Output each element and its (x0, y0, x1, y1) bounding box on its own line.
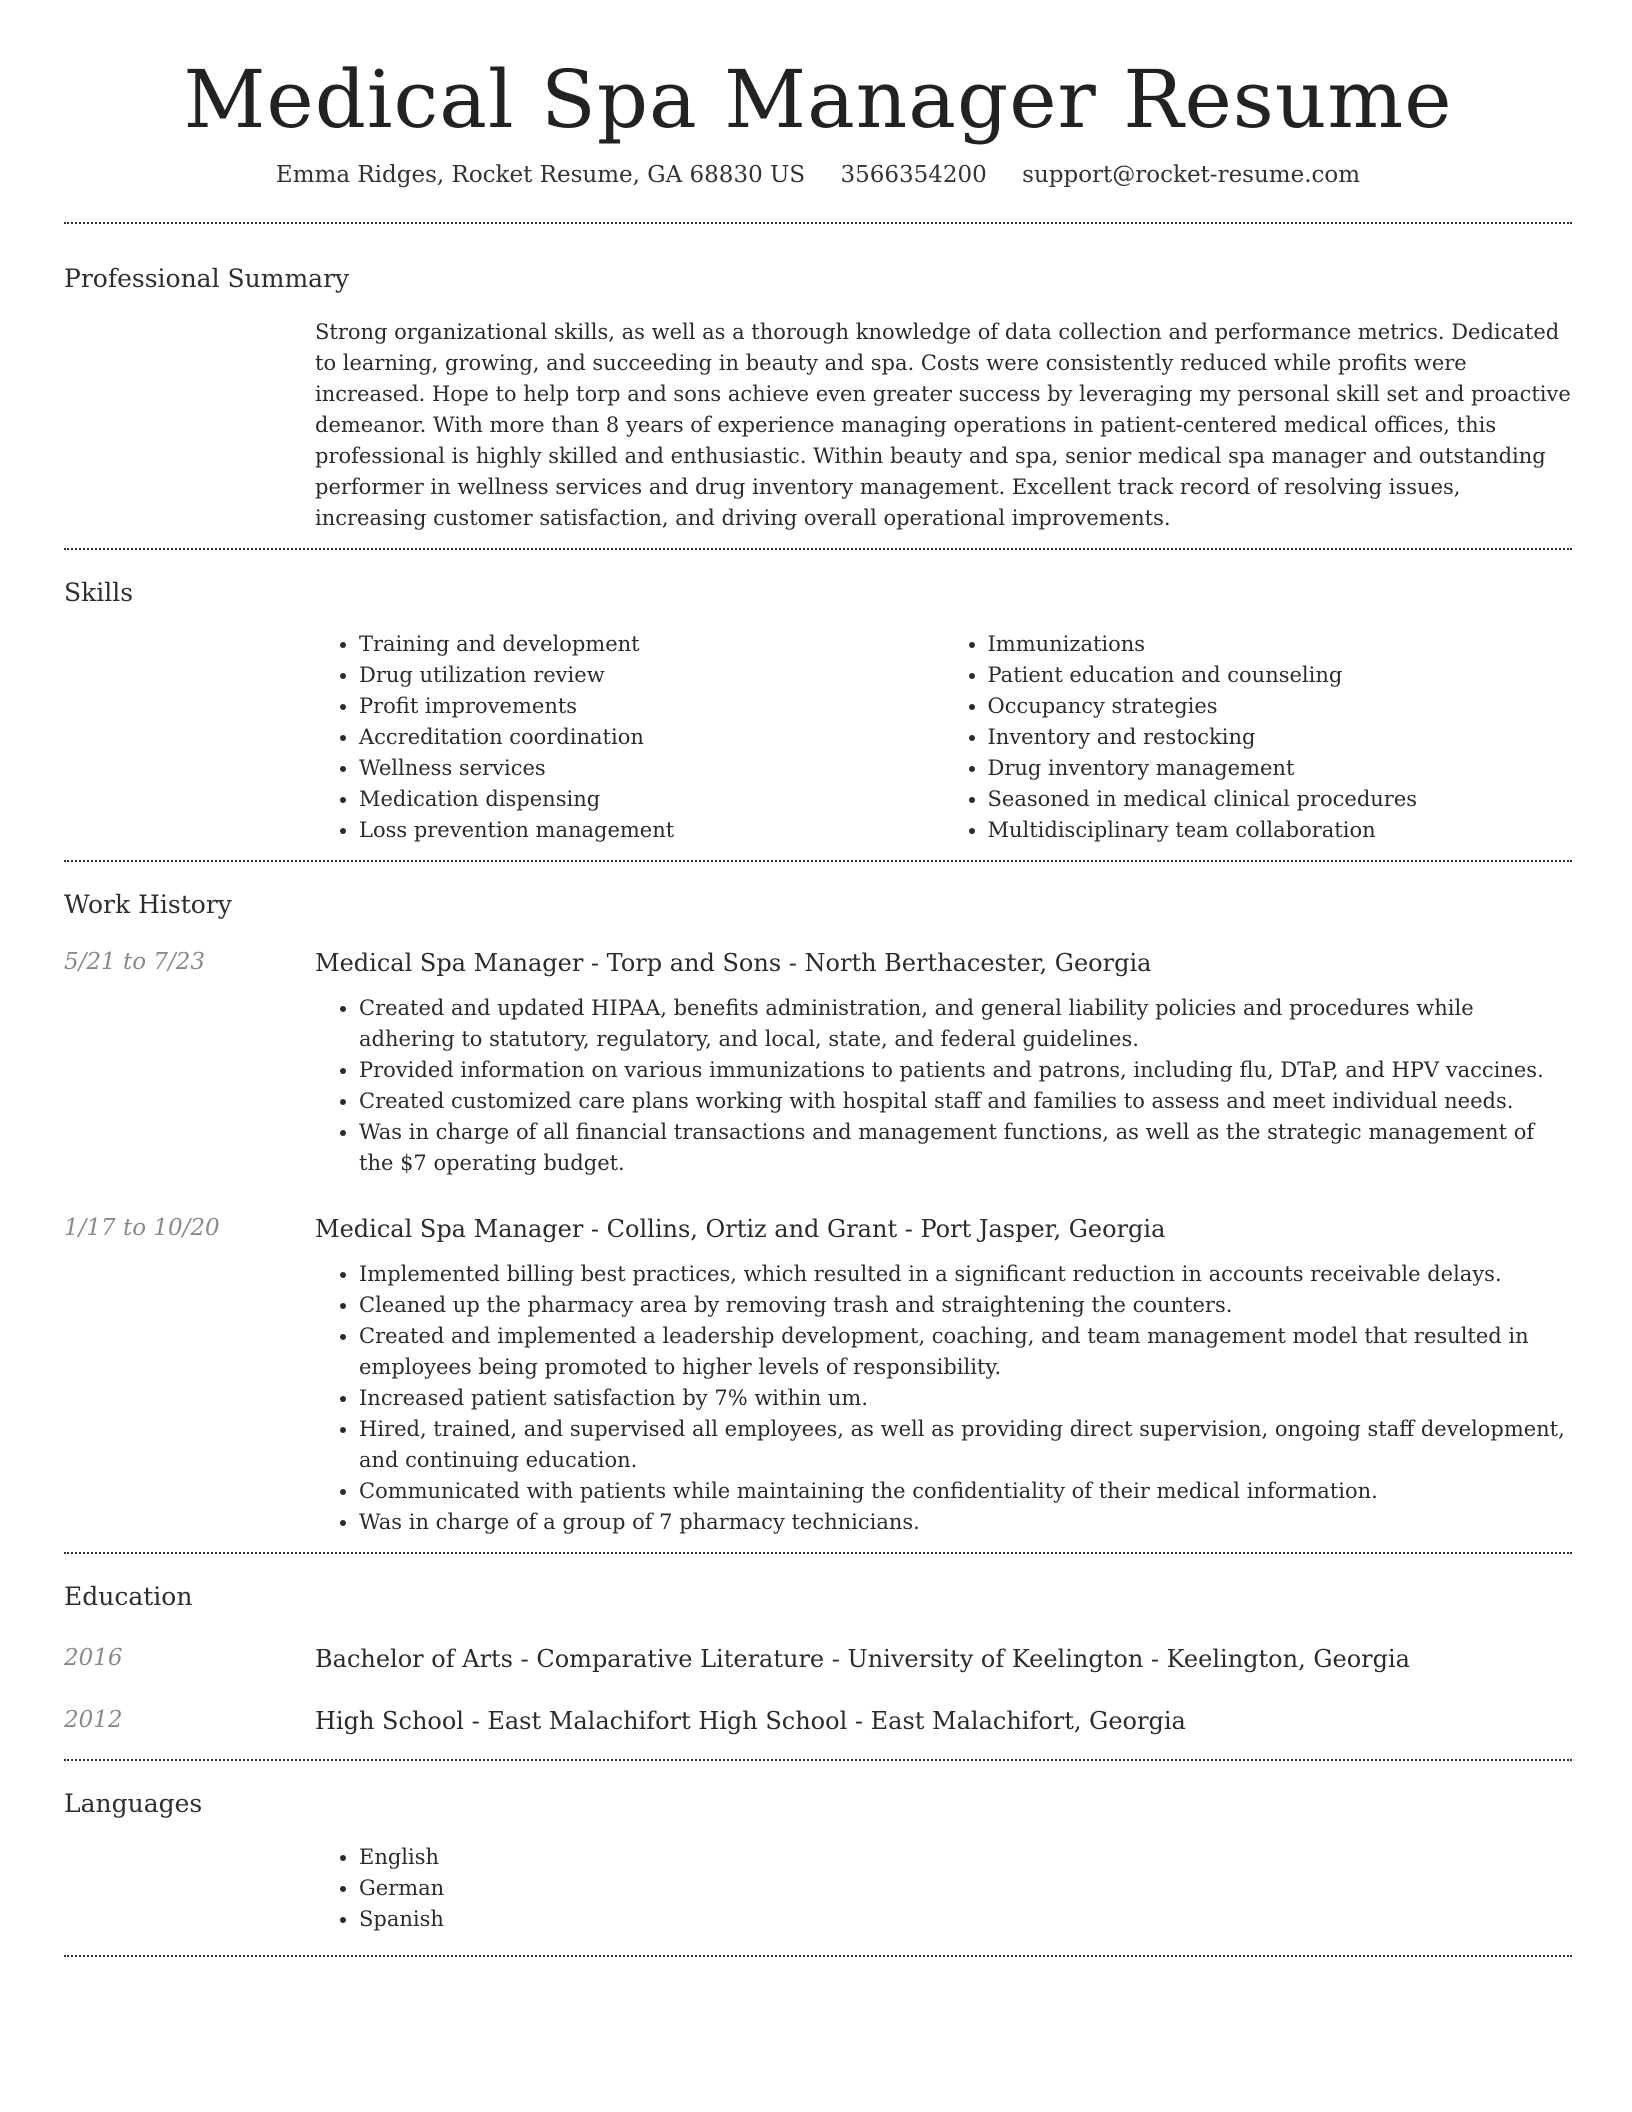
skill-item: • Seasoned in medical clinical procedures (988, 784, 1573, 815)
job-title: Medical Spa Manager - Collins, Ortiz and Grant - Port Jasper, Georgia (315, 1215, 1166, 1243)
skill-item: • Multidisciplinary team collaboration (988, 815, 1573, 846)
skill-item: • Immunizations (988, 629, 1573, 660)
education-heading: Education (64, 1582, 193, 1611)
education-date: 2012 (64, 1707, 123, 1733)
contact-address: Emma Ridges, Rocket Resume, GA 68830 US (275, 162, 806, 188)
languages-body (315, 1818, 1572, 1955)
skill-item: • Drug inventory management (988, 753, 1573, 784)
job-bullet: • Increased patient satisfaction by 7% within um. (359, 1383, 1572, 1414)
job-bullets (315, 1259, 1572, 1538)
skill-item: • Profit improvements (359, 691, 944, 722)
job-date: 5/21 to 7/23 (64, 949, 206, 975)
work-section (64, 862, 1572, 1552)
job-entry (64, 949, 1572, 1179)
job-bullet: • Created and updated HIPAA, benefits administration, and general liability policies and procedures while adhering to statutory, regulatory, and local, state, and federal guidelines. (359, 993, 1572, 1055)
skills-heading: Skills (64, 578, 134, 607)
job-date: 1/17 to 10/20 (64, 1215, 220, 1241)
language-item: • German (359, 1873, 1572, 1904)
education-title: Bachelor of Arts - Comparative Literature - University of Keelington - Keelington, Georgia (315, 1645, 1410, 1673)
skill-item: • Inventory and restocking (988, 722, 1573, 753)
education-title: High School - East Malachifort High School - East Malachifort, Georgia (315, 1707, 1186, 1735)
job-bullet: • Created customized care plans working with hospital staff and families to assess and meet individual needs. (359, 1086, 1572, 1117)
education-date: 2016 (64, 1645, 123, 1671)
skill-item: • Drug utilization review (359, 660, 944, 691)
education-entry (64, 1645, 1572, 1673)
job-bullet: • Cleaned up the pharmacy area by removing trash and straightening the counters. (359, 1290, 1572, 1321)
education-section (64, 1554, 1572, 1759)
summary-heading: Professional Summary (64, 264, 350, 293)
education-entry (64, 1707, 1572, 1735)
job-entry (64, 1215, 1572, 1538)
skill-item: • Wellness services (359, 753, 944, 784)
contact-email: support@rocket-resume.com (1022, 162, 1361, 188)
contact-phone: 3566354200 (840, 162, 987, 188)
languages-list (315, 1842, 1572, 1935)
page-title: Medical Spa Manager Resume (183, 53, 1453, 146)
language-item: • Spanish (359, 1904, 1572, 1935)
divider (64, 1955, 1572, 1957)
skill-item: • Training and development (359, 629, 944, 660)
job-bullet: • Was in charge of all financial transactions and management functions, as well as the strategic management of the $7 operating budget. (359, 1117, 1572, 1179)
job-bullet: • Was in charge of a group of 7 pharmacy technicians. (359, 1507, 1572, 1538)
skill-item: • Occupancy strategies (988, 691, 1573, 722)
summary-text: Strong organizational skills, as well as a thorough knowledge of data collection and performance metrics. Dedicated to learning, growing, and succeeding in beauty and spa. Costs were consistently reduced while profits were increased. Hope to help torp and sons achieve even greater success by leveraging my personal skill set and proactive demeanor. With more than 8 years of experience managing operations in patient-centered medical offices, this professional is highly skilled and enthusiastic. Within beauty and spa, senior medical spa manager and outstanding performer in wellness services and drug inventory management. Excellent track record of resolving issues, increasing customer satisfaction, and driving overall operational improvements. (315, 320, 1571, 530)
resume-page (64, 0, 1572, 1957)
work-heading: Work History (64, 890, 232, 919)
skill-item: • Loss prevention management (359, 815, 944, 846)
job-bullet: • Communicated with patients while maintaining the confidentiality of their medical information. (359, 1476, 1572, 1507)
skills-section (64, 550, 1572, 860)
skill-item: • Medication dispensing (359, 784, 944, 815)
job-bullet: • Created and implemented a leadership development, coaching, and team management model that resulted in employees being promoted to higher levels of responsibility. (359, 1321, 1572, 1383)
job-title: Medical Spa Manager - Torp and Sons - North Berthacester, Georgia (315, 949, 1152, 977)
skill-item: • Patient education and counseling (988, 660, 1573, 691)
skills-columns (315, 607, 1572, 860)
language-item: • English (359, 1842, 1572, 1873)
job-bullet: • Implemented billing best practices, which resulted in a significant reduction in accounts receivable delays. (359, 1259, 1572, 1290)
skill-item: • Accreditation coordination (359, 722, 944, 753)
languages-section (64, 1761, 1572, 1955)
job-bullet: • Provided information on various immunizations to patients and patrons, including flu, DTaP, and HPV vaccines. (359, 1055, 1572, 1086)
languages-heading: Languages (64, 1789, 203, 1818)
contact-line (64, 162, 1572, 188)
job-bullet: • Hired, trained, and supervised all employees, as well as providing direct supervision, ongoing staff development, and continuing education. (359, 1414, 1572, 1476)
summary-section (64, 224, 1572, 548)
skills-list-right (944, 629, 1573, 846)
skills-list-left (315, 629, 944, 846)
job-bullets (315, 993, 1572, 1179)
